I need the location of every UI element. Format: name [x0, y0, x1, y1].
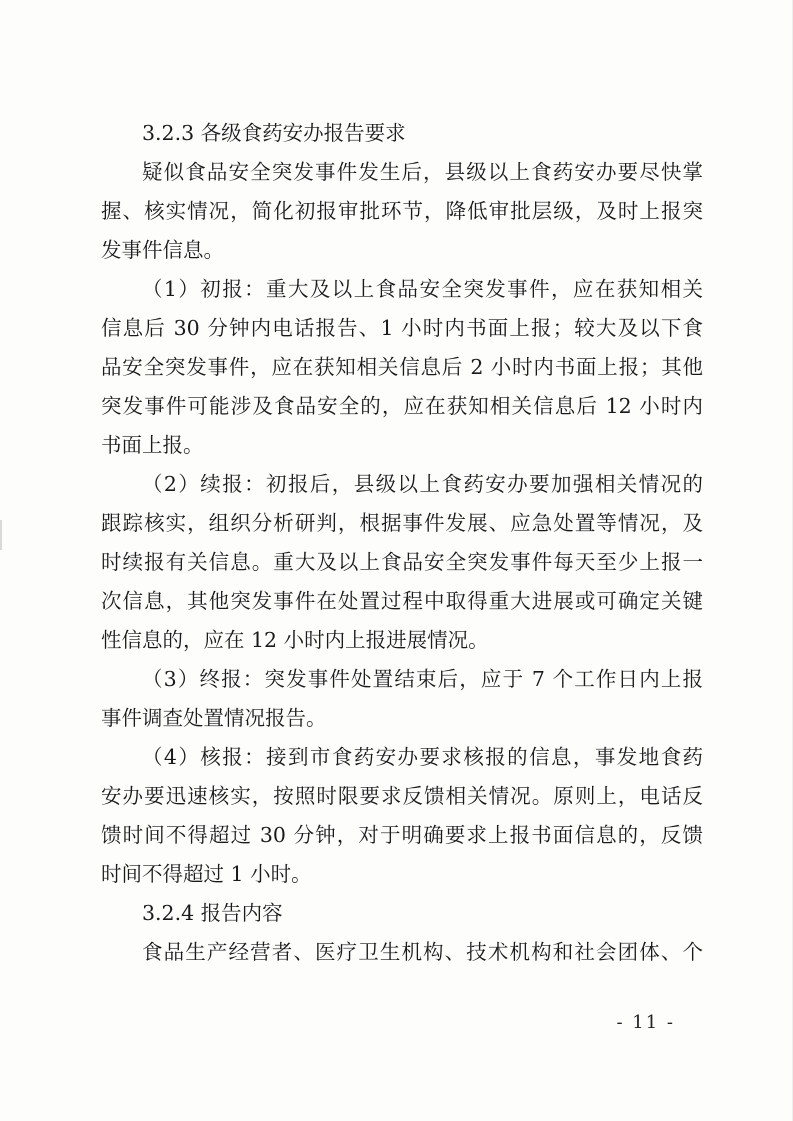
text-line: 3.2.4 报告内容 [142, 901, 283, 925]
text-line: 书面上报。 [101, 433, 204, 457]
text-line: 次信息，其他突发事件在处置过程中取得重大进展或可确定关键 [101, 589, 703, 613]
text-line: 时续报有关信息。重大及以上食品安全突发事件每天至少上报一 [101, 550, 703, 574]
text-line: （4）核报：接到市食药安办要求核报的信息，事发地食药 [142, 745, 703, 769]
document-body [101, 114, 703, 972]
text-line: 信息后 30 分钟内电话报告、1 小时内书面上报；较大及以下食 [101, 316, 703, 340]
text-line: （1）初报：重大及以上食品安全突发事件，应在获知相关 [142, 277, 703, 301]
text-line: 品安全突发事件，应在获知相关信息后 2 小时内书面上报；其他 [101, 355, 703, 379]
text-line: 疑似食品安全突发事件发生后，县级以上食药安办要尽快掌 [142, 160, 703, 184]
text-line: 发事件信息。 [101, 238, 224, 262]
text-line: （3）终报：突发事件处置结束后，应于 7 个工作日内上报 [142, 667, 703, 691]
text-line: 3.2.3 各级食药安办报告要求 [142, 121, 406, 145]
text-line: 突发事件可能涉及食品安全的，应在获知相关信息后 12 小时内 [101, 394, 703, 418]
text-line: 握、核实情况，简化初报审批环节，降低审批层级，及时上报突 [101, 199, 703, 223]
text-line: 事件调查处置情况报告。 [101, 706, 327, 730]
page-number: - 11 - [616, 1012, 675, 1033]
text-line: 食品生产经营者、医疗卫生机构、技术机构和社会团体、个 [142, 940, 703, 964]
scan-edge-mark [0, 520, 2, 550]
text-line: （2）续报：初报后，县级以上食药安办要加强相关情况的 [142, 472, 703, 496]
text-line: 性信息的，应在 12 小时内上报进展情况。 [101, 628, 489, 652]
text-line: 时间不得超过 1 小时。 [101, 862, 312, 886]
text-line: 安办要迅速核实，按照时限要求反馈相关情况。原则上，电话反 [101, 784, 703, 808]
text-line: 跟踪核实，组织分析研判，根据事件发展、应急处置等情况，及 [101, 511, 703, 535]
text-line: 馈时间不得超过 30 分钟，对于明确要求上报书面信息的，反馈 [101, 823, 703, 847]
